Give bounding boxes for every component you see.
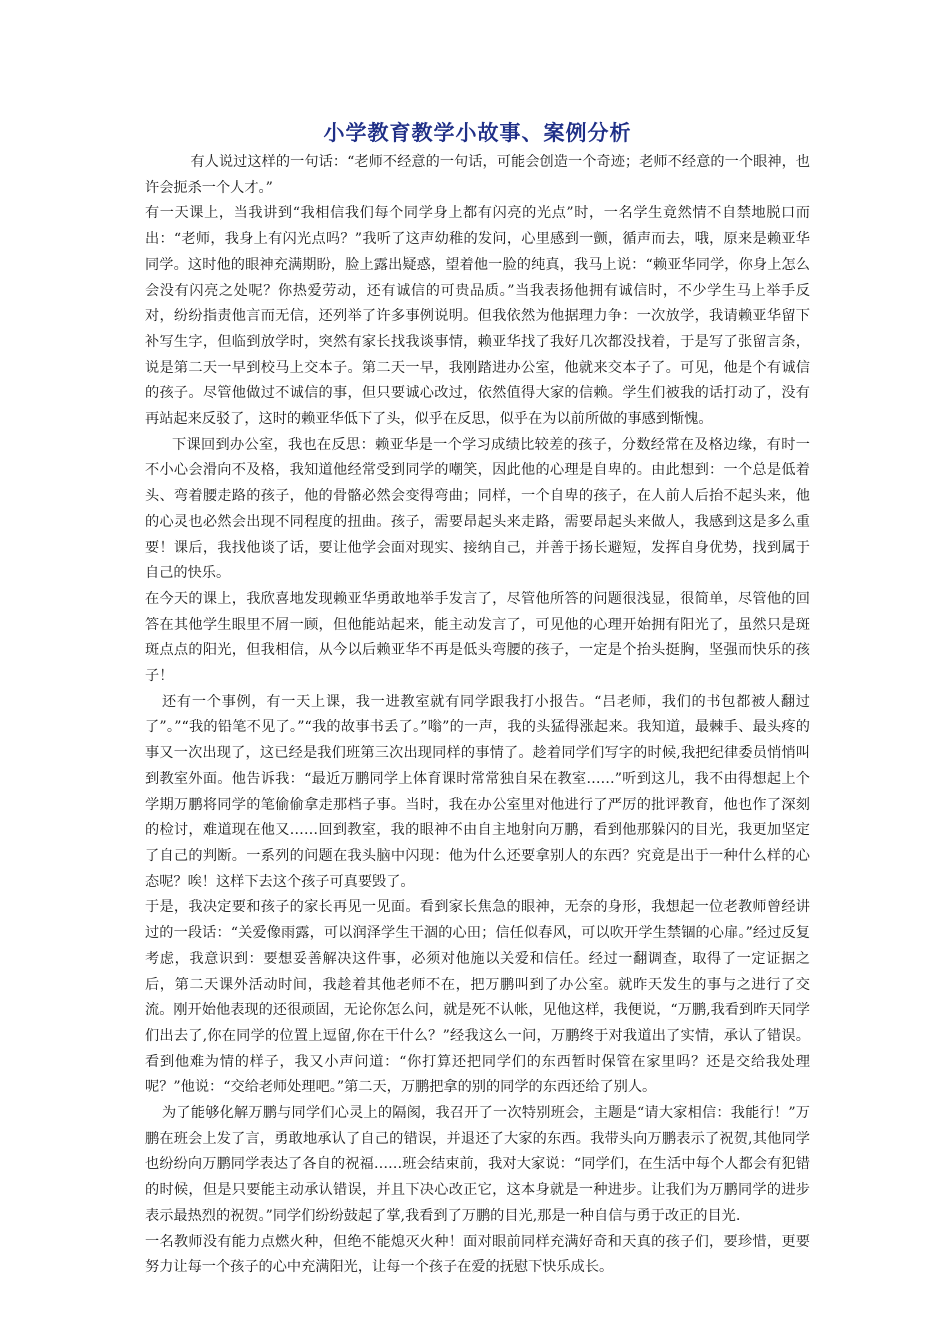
document-page xyxy=(145,118,810,1281)
paragraph-progress: 在今天的课上，我欣喜地发现赖亚华勇敢地举手发言了，尽管他所答的问题很浅显，很简单，尽管他的回答在其他学生眼里不屑一顾，但他能站起来，能主动发言了，可见他的心理开始拥有阳光了，虽然只是斑斑点点的阳光，但我相信，从今以后赖亚华不再是低头弯腰的孩子，一定是个抬头挺胸，坚强而快乐的孩子！ xyxy=(145,590,810,685)
paragraph-class-meeting: 为了能够化解万鹏与同学们心灵上的隔阂，我召开了一次特别班会，主题是“请大家相信：我能行！”万鹏在班会上发了言，勇敢地承认了自己的错误，并退还了大家的东西。我带头向万鹏表示了祝贺,其他同学也纷纷向万鹏同学表达了各自的祝福……班会结束前，我对大家说：“同学们，在生活中每个人都会有犯错的时候，但是只要能主动承认错误，并且下决心改正它，这本身就是一种进步。让我们为万鹏同学的进步表示最热烈的祝贺。”同学们纷纷鼓起了掌,我看到了万鹏的目光,那是一种自信与勇于改正的目光. xyxy=(145,1105,810,1224)
document-title: 小学教育教学小故事、案例分析 xyxy=(323,121,632,145)
paragraph-conclusion: 一名教师没有能力点燃火种，但绝不能熄灭火种！面对眼前同样充满好奇和天真的孩子们，要珍惜，更要努力让每一个孩子的心中充满阳光，让每一个孩子在爱的抚慰下快乐成长。 xyxy=(145,1233,810,1276)
paragraph-parent-meeting: 于是，我决定要和孩子的家长再见一见面。看到家长焦急的眼神，无奈的身形，我想起一位老教师曾经讲过的一段话：“关爱像雨露，可以润泽学生干涸的心田；信任似春风，可以吹开学生禁锢的心扉。”经过反复考虑，我意识到：要想妥善解决这件事，必须对他施以关爱和信任。经过一翻调查，取得了一定证据之后，第二天课外活动时间，我趁着其他老师不在，把万鹏叫到了办公室。就昨天发生的事与之进行了交流。刚开始他表现的还很顽固，无论你怎么问，就是死不认帐，见他这样，我便说，“万鹏,我看到昨天同学们出去了,你在同学的位置上逗留,你在干什么？”经我这么一问，万鹏终于对我道出了实情，承认了错误。看到他难为情的样子，我又小声问道：“你打算还把同学们的东西暂时保管在家里吗？还是交给我处理呢？”他说：“交给老师处理吧。”第二天，万鹏把拿的别的同学的东西还给了别人。 xyxy=(145,899,810,1096)
paragraph-story-2: 还有一个事例，有一天上课，我一进教室就有同学跟我打小报告。“吕老师，我们的书包都被人翻过了”。”“我的铅笔不见了。”“我的故事书丢了。”嗡”的一声，我的头猛得涨起来。我知道，最棘手、最头疼的事又一次出现了，这已经是我们班第三次出现同样的事情了。趁着同学们写字的时候,我把纪律委员悄悄叫到教室外面。他告诉我：“最近万鹏同学上体育课时常常独自呆在教室……”听到这儿，我不由得想起上个学期万鹏将同学的笔偷偷拿走那档子事。当时，我在办公室里对他进行了严厉的批评教育，他也作了深刻的检讨，难道现在他又……回到教室，我的眼神不由自主地射向万鹏，看到他那躲闪的目光，我更加坚定了自己的判断。一系列的问题在我头脑中闪现：他为什么还要拿别人的东西？究竟是出于一种什么样的心态呢？唉！这样下去这个孩子可真要毁了。 xyxy=(145,693,810,890)
paragraph-quote: 有人说过这样的一句话：“老师不经意的一句话，可能会创造一个奇迹；老师不经意的一个眼神，也许会扼杀一个人才。” xyxy=(145,154,810,196)
paragraph-reflection: 下课回到办公室，我也在反思：赖亚华是一个学习成绩比较差的孩子，分数经常在及格边缘，有时一不小心会滑向不及格，我知道他经常受到同学的嘲笑，因此他的心理是自卑的。由此想到：一个总是低着头、弯着腰走路的孩子，他的骨骼必然会变得弯曲；同样，一个自卑的孩子，在人前人后抬不起头来，他的心灵也必然会出现不同程度的扭曲。孩子，需要昂起头来走路，需要昂起头来做人，我感到这是多么重要！课后，我找他谈了话，要让他学会面对现实、接纳自己，并善于扬长避短，发挥自身优势，找到属于自己的快乐。 xyxy=(145,436,810,582)
paragraph-story-1: 有一天课上，当我讲到“我相信我们每个同学身上都有闪亮的光点”时，一名学生竟然情不自禁地脱口而出：“老师，我身上有闪光点吗？”我听了这声幼稚的发问，心里感到一颤，循声而去，哦，原来是赖亚华同学。这时他的眼神充满期盼，脸上露出疑惑，望着他一脸的纯真，我马上说：“赖亚华同学，你身上怎么会没有闪亮之处呢？你热爱劳动，还有诚信的可贵品质。”当我表扬他拥有诚信时，不少学生马上举手反对，纷纷指责他言而无信，还列举了许多事例说明。但我依然为他据理力争：一次放学，我请赖亚华留下补写生字，但临到放学时，突然有家长找我谈事情，赖亚华找了我好几次都没找着，于是写了张留言条，说是第二天一早到校马上交本子。第二天一早，我刚踏进办公室，他就来交本子了。可见，他是个有诚信的孩子。尽管他做过不诚信的事，但只要诚心改过，依然值得大家的信赖。学生们被我的话打动了，没有再站起来反驳了，这时的赖亚华低下了头，似乎在反思，似乎在为以前所做的事感到惭愧。 xyxy=(145,205,810,428)
